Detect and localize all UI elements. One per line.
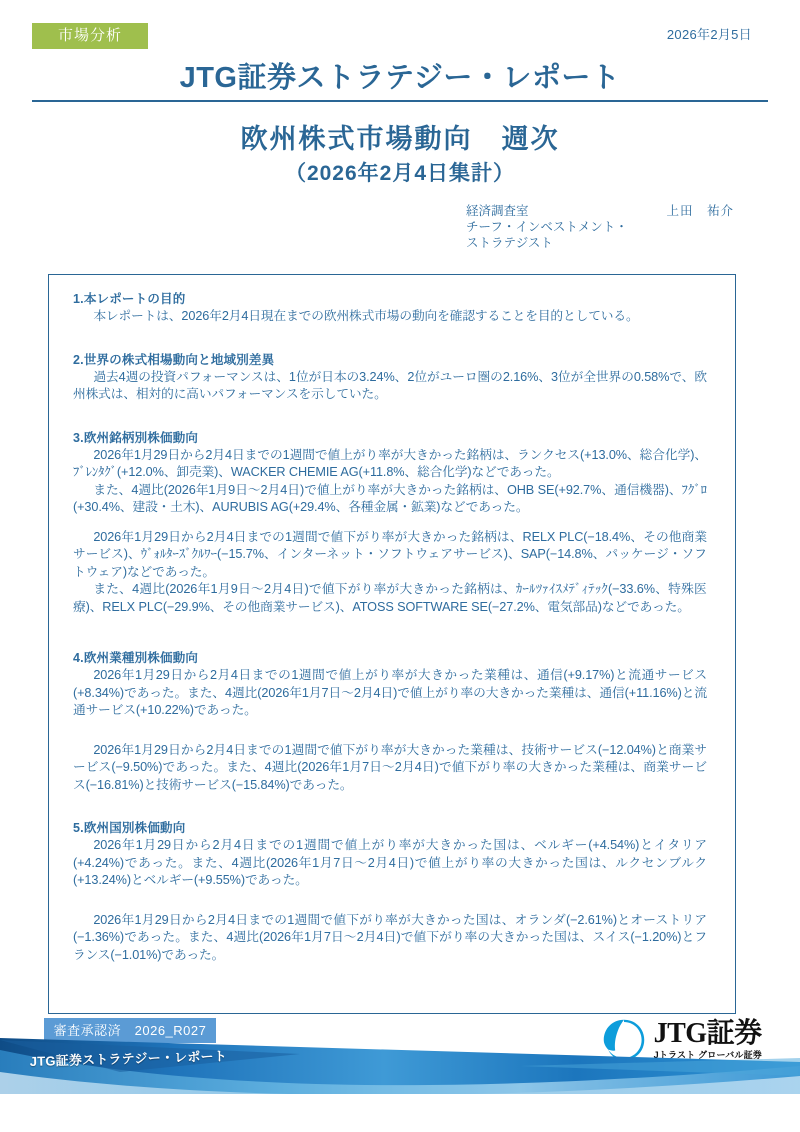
- section-1-paragraph-1: 本レポートは、2026年2月4日現在までの欧州株式市場の動向を確認することを目的としている。: [93, 309, 639, 323]
- spacer: [73, 796, 707, 818]
- section-3: [73, 428, 707, 617]
- section-1-heading: 1.本レポートの目的: [73, 292, 186, 306]
- section-2: [73, 350, 707, 404]
- section-3-paragraph-1: 2026年1月29日から2月4日までの1週間で値上がり率が大きかった銘柄は、ランクセス(+13.0%、総合化学)、ﾌﾞﾚﾝﾀｸﾞ(+12.0%、卸売業)、WACKER CHEMIE AG(+11.8%、総合化学)などであった。: [73, 447, 707, 479]
- spacer: [73, 406, 707, 428]
- spacer: [73, 720, 707, 742]
- spacer: [73, 618, 707, 648]
- byline-top-row: [466, 203, 734, 219]
- byline-role-line-2: ストラテジスト: [466, 236, 553, 250]
- section-5: [73, 818, 707, 964]
- section-4-paragraph-1: 2026年1月29日から2月4日までの1週間で値上がり率が大きかった業種は、通信(+9.17%)と流通サービス(+8.34%)であった。また、4週比(2026年1月7日〜2月4日)で値上がり率の大きかった業種は、通信(+11.16%)と流通サービス(+10.22%)であった。: [73, 668, 707, 717]
- section-3-paragraph-3: 2026年1月29日から2月4日までの1週間で値下がり率が大きかった銘柄は、RELX PLC(−18.4%、その他商業サービス)、ｳﾞｫﾙﾀｰｽﾞｸﾙﾜｰ(−15.7%、インターネット・ソフトウェアサービス)、SAP(−14.8%、パッケージ・ソフトウェア)などであった。: [73, 529, 707, 579]
- section-3-heading: 3.欧州銘柄別株価動向: [73, 430, 199, 445]
- section-2-paragraph-1: 過去4週の投資パフォーマンスは、1位が日本の3.24%、2位がユーロ圏の2.16%、3位が全世界の0.58%で、欧州株式は、相対的に高いパフォーマンスを示していた。: [73, 369, 707, 401]
- page-title: 欧州株式市場動向 週次: [240, 124, 560, 154]
- section-3-paragraph-2: また、4週比(2026年1月9日〜2月4日)で値上がり率が大きかった銘柄は、OHB SE(+92.7%、通信機器)、ﾌｸﾞﾛ(+30.4%、建設・土木)、AURUBIS AG(+29.4%、各種金属・鉱業)などであった。: [73, 482, 707, 514]
- section-3-paragraph-4: また、4週比(2026年1月9日〜2月4日)で値下がり率が大きかった銘柄は、ｶｰﾙﾂｧｲｽﾒﾃﾞｨﾃｯｸ(−33.6%、特殊医療)、RELX PLC(−29.9%、その他商業サービス)、ATOSS SOFTWARE SE(−27.2%、電気部品)などであった。: [73, 582, 707, 614]
- section-4-heading: 4.欧州業種別株価動向: [73, 651, 199, 665]
- byline-role-line-1: チーフ・インベストメント・: [466, 220, 628, 234]
- spacer: [73, 517, 707, 529]
- logo-company-subtitle: Jトラスト グローバル証券: [653, 1050, 762, 1060]
- byline: [466, 203, 734, 251]
- page-subtitle: （2026年2月4日集計）: [284, 162, 516, 185]
- logo-company-name: JTG証券: [653, 1018, 762, 1049]
- section-5-paragraph-2: 2026年1月29日から2月4日までの1週間で値下がり率が大きかった国は、オランダ(−2.61%)とオーストリア(−1.36%)であった。また、4週比(2026年1月7日〜2月4日)で値下がり率の大きかった国は、スイス(−1.20%)とフランス(−1.01%)であった。: [73, 912, 707, 962]
- header-divider: [32, 100, 768, 102]
- section-4: [73, 648, 707, 794]
- content-box: [48, 274, 736, 1014]
- report-date: 2026年2月5日: [666, 27, 752, 42]
- section-5-paragraph-1: 2026年1月29日から2月4日までの1週間で値上がり率が大きかった国は、ベルギー(+4.54%)とイタリア(+4.24%)であった。また、4週比(2026年1月7日〜2月4日)で値上がり率の大きかった国は、ルクセンブルク(+13.24%)とベルギー(+9.55%)であった。: [73, 838, 707, 887]
- section-1: [73, 289, 707, 326]
- byline-department: 経済調査室: [466, 204, 529, 218]
- footer-ribbon-label: JTG証券ストラテジー・レポート: [29, 1048, 228, 1070]
- section-5-heading: 5.欧州国別株価動向: [73, 821, 186, 835]
- spacer: [73, 328, 707, 350]
- byline-author-name: 上田 祐介: [666, 204, 734, 218]
- category-tag: 市場分析: [32, 23, 148, 49]
- spacer: [73, 890, 707, 912]
- section-4-paragraph-2: 2026年1月29日から2月4日までの1週間で値下がり率が大きかった業種は、技術サービス(−12.04%)と商業サービス(−9.50%)であった。また、4週比(2026年1月7日〜2月4日)で値下がり率の大きかった業種は、商業サービス(−16.81%)と技術サービス(−15.84%)であった。: [73, 742, 707, 792]
- approval-badge: 審査承認済 2026_R027: [44, 1018, 216, 1043]
- section-2-heading: 2.世界の株式相場動向と地域別差異: [73, 352, 275, 367]
- report-series-title: JTG証券ストラテジー・レポート: [179, 62, 621, 94]
